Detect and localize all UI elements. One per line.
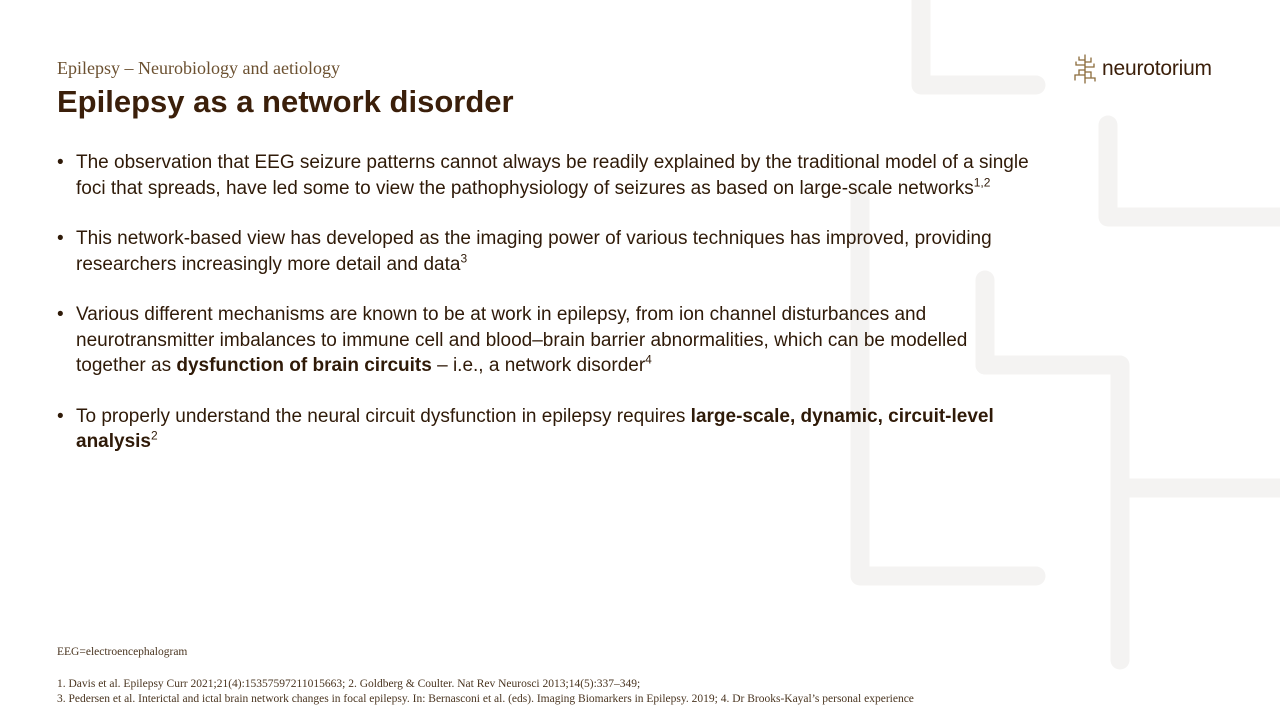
bullet-text: To properly understand the neural circuit dysfunction in epilepsy requires: [76, 405, 691, 427]
reference-superscript: 2: [151, 428, 158, 443]
reference-superscript: 4: [645, 352, 652, 367]
reference-superscript: 3: [460, 251, 468, 266]
bullet-item: [57, 150, 1032, 201]
bullet-text: Various different mechanisms are known to be at work in epilepsy, from ion channel disturbances and neurotransmitter imbalances to immune cell and blood–brain barrier abnormalities, which can be modelled together as: [76, 304, 968, 376]
logo-wordmark: neurotorium: [1102, 57, 1212, 80]
reference-superscript: 1,2: [973, 175, 991, 190]
bullet-text: This network-based view has developed as the imaging power of various techniques has improved, providing researchers increasingly more detail and data: [76, 228, 992, 275]
neurotorium-logo-icon: [1072, 54, 1098, 84]
neurotorium-logo: [1072, 54, 1212, 84]
abbreviation-footnote: EEG=electroencephalogram: [57, 646, 188, 658]
reference-line: 3. Pedersen et al. Interictal and ictal brain network changes in focal epilepsy. In: Bernasconi et al. (eds). Imaging Biomarkers in Epilepsy. 2019; 4. Dr Brooks-Kayal’s personal experience: [57, 693, 914, 705]
bullet-text: – i.e., a network disorder: [431, 355, 646, 376]
bullet-item: [57, 226, 1032, 277]
bullet-list: [57, 150, 1032, 480]
bullet-emphasis: large-scale, dynamic, circuit-level analysis: [76, 405, 994, 452]
bullet-text: The observation that EEG seizure patterns cannot always be readily explained by the traditional model of a single foci that spreads, have led some to view the pathophysiology of seizures as based on large-scale networks: [76, 152, 1029, 199]
bullet-item: [57, 404, 1032, 455]
bullet-item: [57, 302, 1032, 379]
bullet-emphasis: dysfunction of brain circuits: [176, 355, 432, 376]
reference-line: 1. Davis et al. Epilepsy Curr 2021;21(4):15357597211015663; 2. Goldberg & Coulter. Nat Rev Neurosci 2013;14(5):337–349;: [57, 678, 641, 690]
references: [57, 677, 914, 707]
page-title: Epilepsy as a network disorder: [57, 84, 514, 119]
section-subtitle: Epilepsy – Neurobiology and aetiology: [57, 58, 340, 78]
